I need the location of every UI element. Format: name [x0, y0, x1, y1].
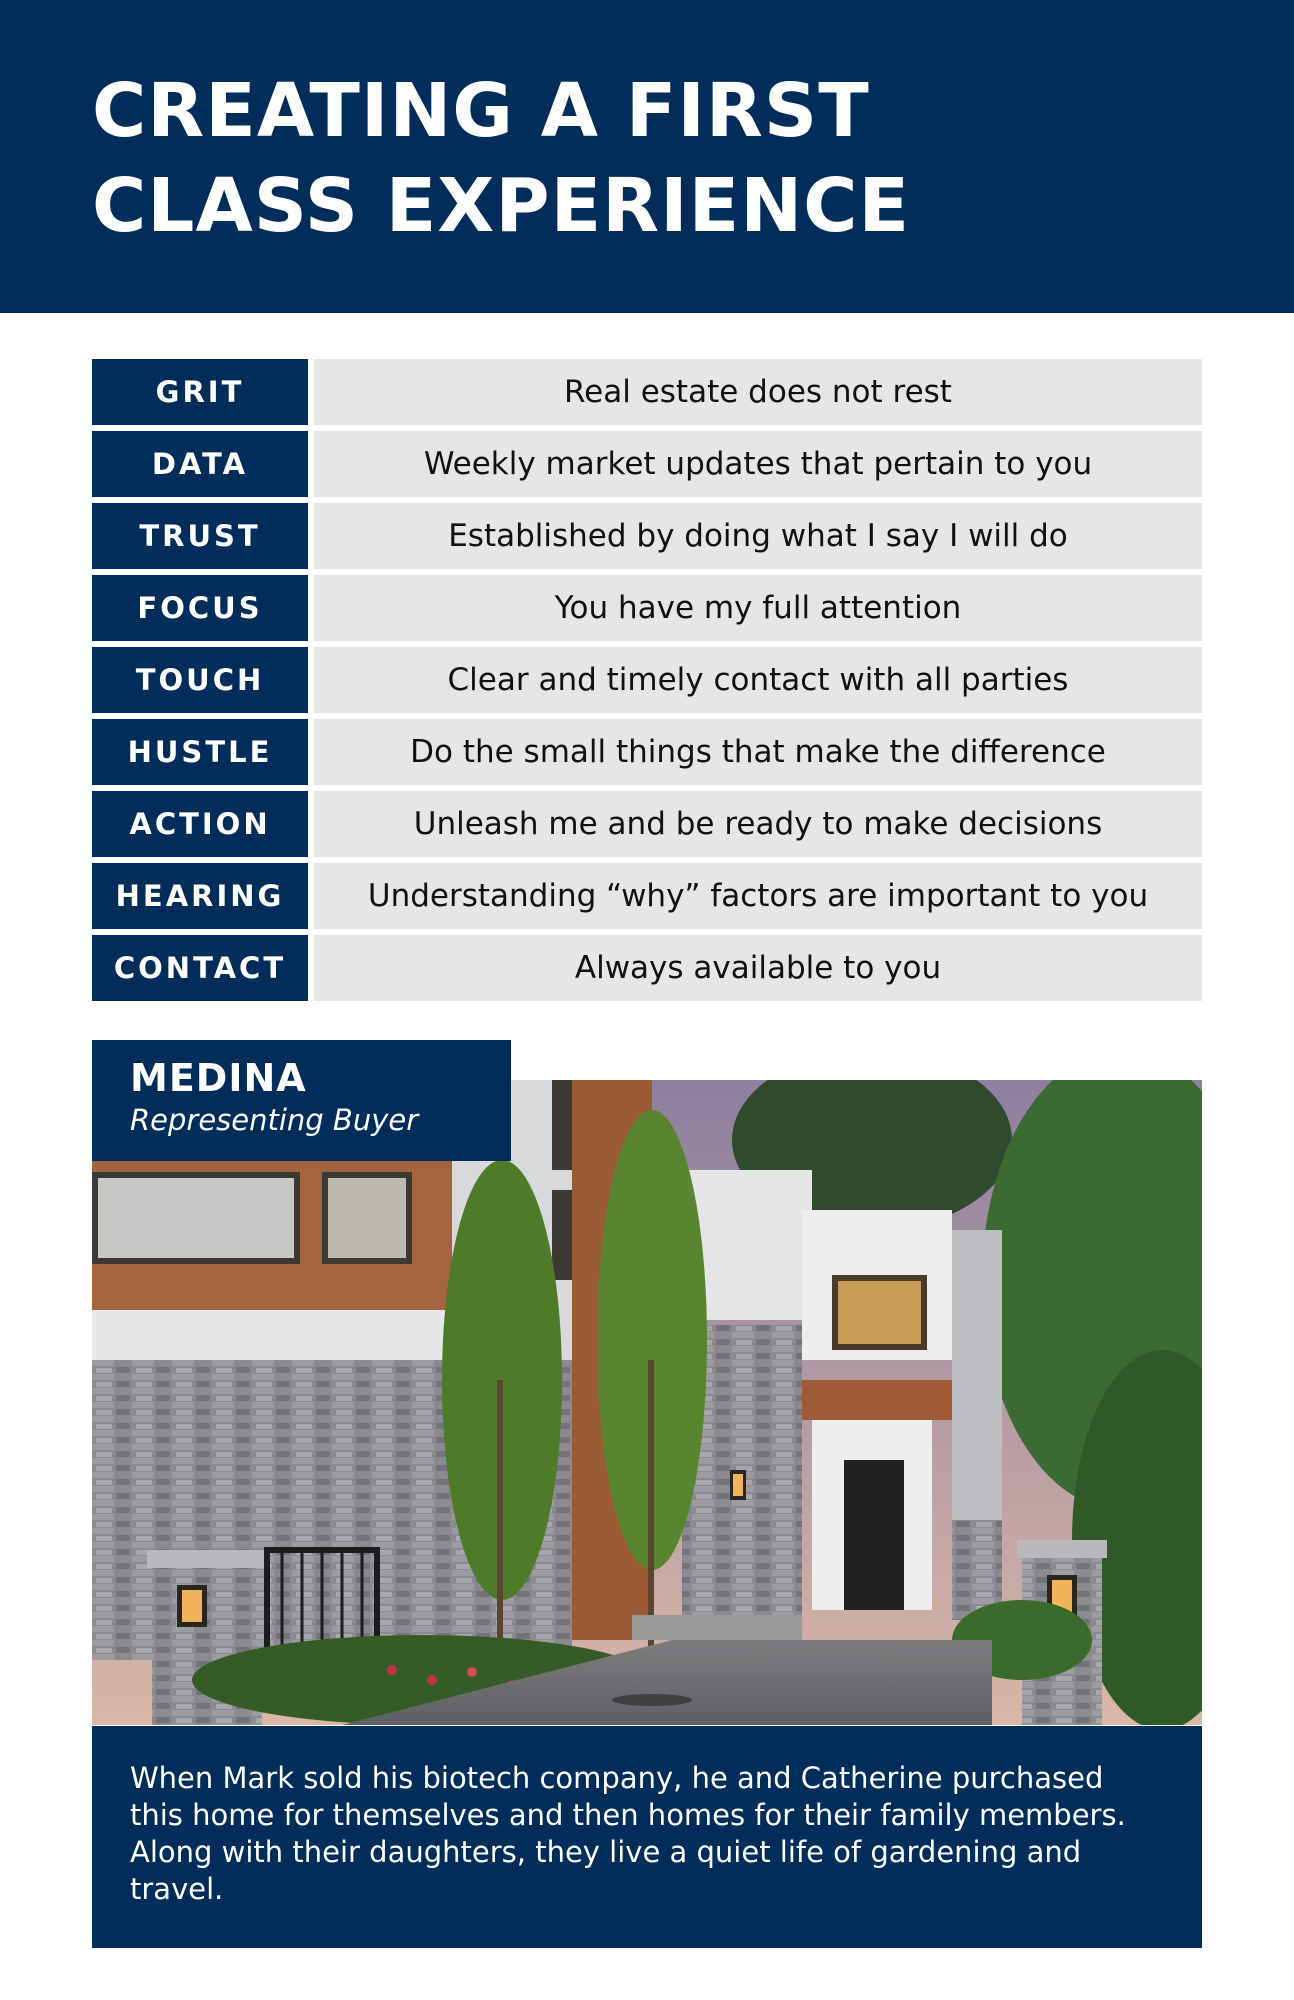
header-banner: [0, 0, 1294, 313]
value-label: HEARING: [92, 863, 308, 929]
value-label: HUSTLE: [92, 719, 308, 785]
value-row-hustle: [92, 719, 1202, 785]
location-role: Representing Buyer: [130, 1103, 419, 1137]
value-row-grit: [92, 359, 1202, 425]
location-title: MEDINA: [130, 1056, 307, 1100]
value-label: FOCUS: [92, 575, 308, 641]
value-description: Do the small things that make the difference: [314, 719, 1202, 785]
page-title: [92, 64, 910, 254]
value-label: TRUST: [92, 503, 308, 569]
value-description: Unleash me and be ready to make decisions: [314, 791, 1202, 857]
value-description: Established by doing what I say I will do: [314, 503, 1202, 569]
value-label: DATA: [92, 431, 308, 497]
value-row-action: [92, 791, 1202, 857]
value-row-data: [92, 431, 1202, 497]
value-row-focus: [92, 575, 1202, 641]
page-title-line-1: CREATING A FIRST: [92, 68, 870, 154]
value-label: CONTACT: [92, 935, 308, 1001]
value-row-contact: [92, 935, 1202, 1001]
value-label: ACTION: [92, 791, 308, 857]
value-description: Always available to you: [314, 935, 1202, 1001]
story-text: When Mark sold his biotech company, he and Catherine purchased this home for themselves and then homes for their family members. Along with their daughters, they live a quiet life of gardening and travel.: [130, 1761, 1126, 1906]
house-illustration: [92, 1080, 1202, 1725]
value-label: TOUCH: [92, 647, 308, 713]
story-caption: [92, 1726, 1202, 1948]
value-label: GRIT: [92, 359, 308, 425]
value-description: Real estate does not rest: [314, 359, 1202, 425]
house-photo: [92, 1080, 1202, 1725]
value-row-touch: [92, 647, 1202, 713]
value-row-trust: [92, 503, 1202, 569]
value-description: You have my full attention: [314, 575, 1202, 641]
location-badge: [92, 1040, 511, 1161]
page-title-line-2: CLASS EXPERIENCE: [92, 163, 911, 249]
values-table: [92, 359, 1202, 1007]
value-row-hearing: [92, 863, 1202, 929]
value-description: Clear and timely contact with all parties: [314, 647, 1202, 713]
value-description: Weekly market updates that pertain to you: [314, 431, 1202, 497]
value-description: Understanding “why” factors are important to you: [314, 863, 1202, 929]
